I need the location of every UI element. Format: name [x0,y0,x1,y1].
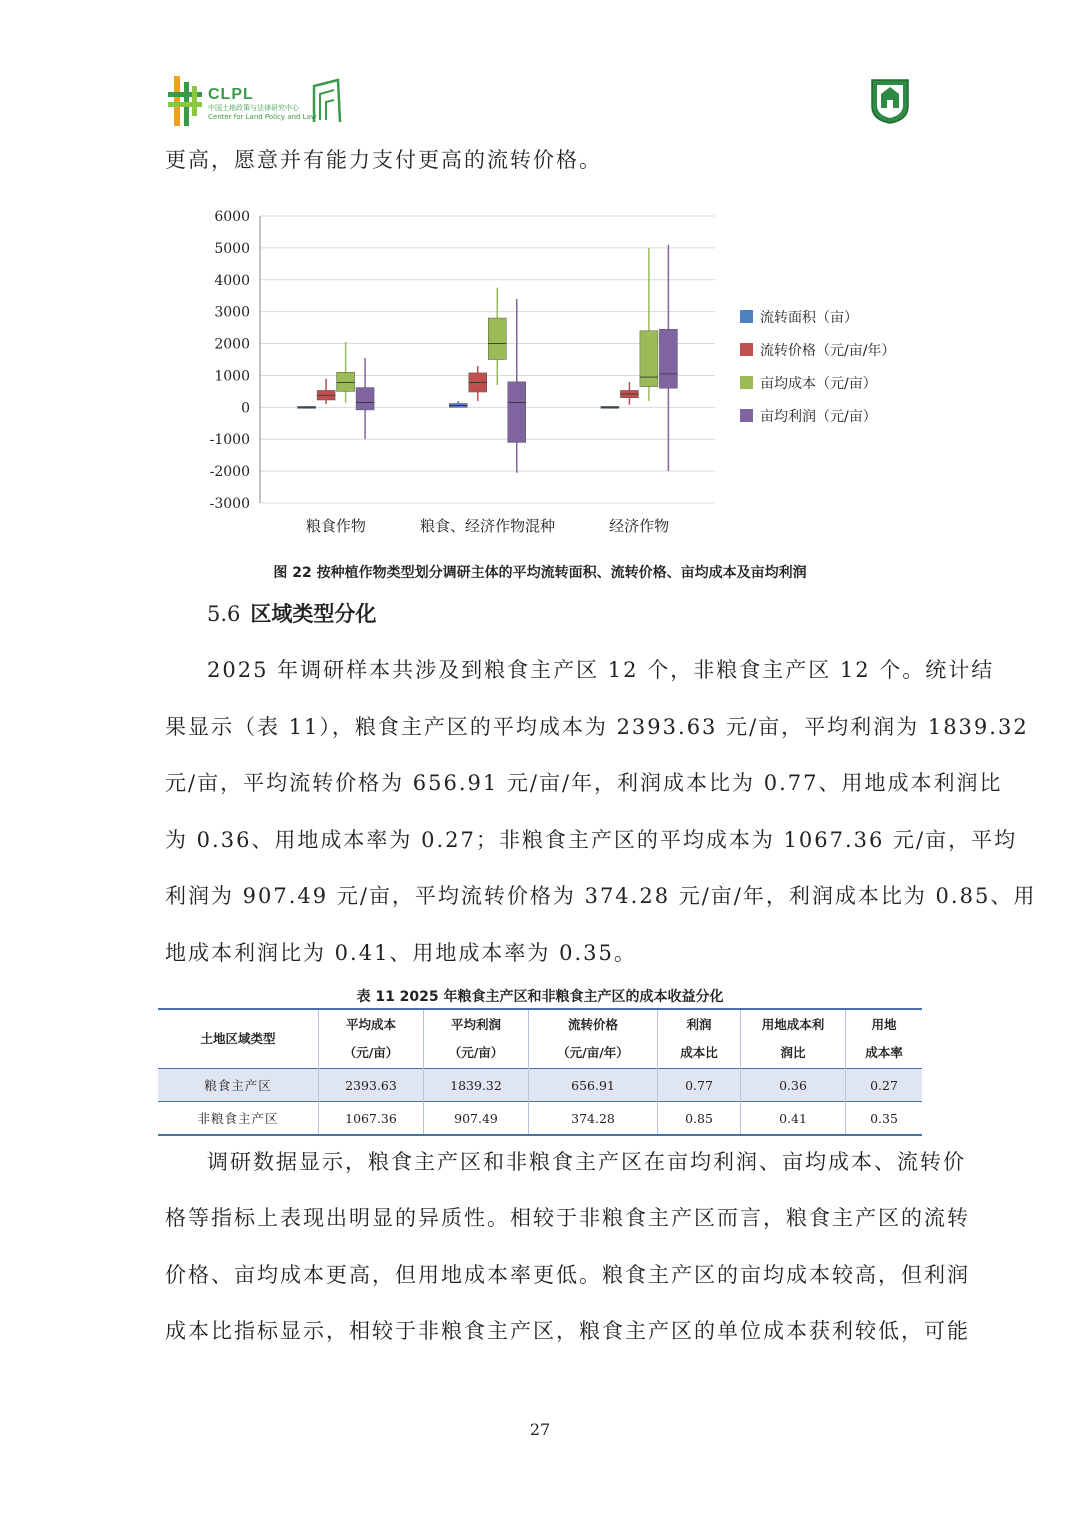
cost-benefit-table [158,1008,922,1136]
y-tick-label: -1000 [209,432,250,449]
box-plot-svg [200,200,920,550]
box-rect [337,372,355,391]
cell-region: 非粮食主产区 [197,1111,279,1126]
th-profit-cost-ratio: 利润 成本比 [658,1009,741,1069]
page-header [0,0,1080,135]
logo-cn: 中国土地政策与法律研究中心 [208,104,299,112]
table-header-row [158,1009,922,1069]
th-avg-cost: 平均成本 （元/亩） [319,1009,424,1069]
x-tick-label: 粮食、经济作物混种 [419,517,556,535]
box-rect [640,331,658,387]
box-rect [659,329,677,388]
section-number: 5.6 [207,602,241,626]
legend-label: 流转价格（元/亩/年） [760,343,896,359]
cell-avg-cost: 2393.63 [319,1069,424,1102]
cell-avg-profit: 907.49 [424,1102,529,1136]
clpl-logo [168,72,348,132]
x-tick-label: 经济作物 [609,517,670,535]
legend-label: 亩均利润（元/亩） [760,409,877,425]
paragraph-line: 2025 年调研样本共涉及到粮食主产区 12 个，非粮食主产区 12 个。统计结 [207,658,995,682]
paragraph-line: 调研数据显示，粮食主产区和非粮食主产区在亩均利润、亩均成本、流转价 [207,1150,966,1174]
legend-label: 亩均成本（元/亩） [760,376,877,392]
y-tick-label: 3000 [214,304,250,321]
paragraph-line: 格等指标上表现出明显的异质性。相较于非粮食主产区而言，粮食主产区的流转 [165,1206,970,1230]
y-tick-label: 6000 [214,209,250,225]
box-rect [508,382,526,443]
cell-profit-cost-ratio: 0.77 [658,1069,741,1102]
table-row [158,1069,922,1102]
th-land-cost-rate: 用地 成本率 [846,1009,923,1069]
th-region: 土地区域类型 [200,1031,276,1046]
paragraph-line: 利润为 907.49 元/亩，平均流转价格为 374.28 元/亩/年，利润成本比为 0.85、用 [165,884,1037,908]
cell-avg-profit: 1839.32 [424,1069,529,1102]
cell-region: 粮食主产区 [204,1078,272,1093]
cell-transfer-price: 374.28 [529,1102,658,1136]
th-land-cost-profit-ratio: 用地成本利 润比 [741,1009,846,1069]
y-tick-label: 1000 [214,368,250,385]
legend-swatch [740,310,753,323]
paragraph-line: 地成本利润比为 0.41、用地成本率为 0.35。 [165,941,637,965]
cell-land-cost-rate: 0.35 [846,1102,923,1136]
cell-transfer-price: 656.91 [529,1069,658,1102]
paragraph-line: 更高，愿意并有能力支付更高的流转价格。 [165,148,602,172]
paragraph-line: 成本比指标显示，相较于非粮食主产区，粮食主产区的单位成本获利较低，可能 [165,1319,970,1343]
logo-en: Center for Land Policy and Law [208,113,317,121]
y-tick-label: 5000 [214,240,250,257]
paragraph-line: 价格、亩均成本更高，但用地成本率更低。粮食主产区的亩均成本较高，但利润 [165,1263,970,1287]
box-rect [356,388,374,410]
y-tick-label: 4000 [214,272,250,289]
cell-avg-cost: 1067.36 [319,1102,424,1136]
logo-abbr: CLPL [208,86,254,103]
table-row [158,1102,922,1136]
y-tick-label: -2000 [209,464,250,481]
legend-swatch [740,376,753,389]
cell-land-cost-rate: 0.27 [846,1069,923,1102]
y-tick-label: 2000 [214,336,250,353]
cell-land-cost-profit-ratio: 0.41 [741,1102,846,1136]
table-caption: 表 11 2025 年粮食主产区和非粮食主产区的成本收益分化 [356,989,724,1005]
y-tick-label: -3000 [209,496,250,512]
th-transfer-price: 流转价格 （元/亩/年） [529,1009,658,1069]
cell-land-cost-profit-ratio: 0.36 [741,1069,846,1102]
cell-profit-cost-ratio: 0.85 [658,1102,741,1136]
figure-caption: 图 22 按种植作物类型划分调研主体的平均流转面积、流转价格、亩均成本及亩均利润 [273,565,807,581]
page-number: 27 [529,1420,551,1439]
box-plot-chart [200,200,920,550]
section-title-text: 区域类型分化 [250,602,377,626]
box-rect [488,318,506,359]
paragraph-line: 为 0.36、用地成本率为 0.27；非粮食主产区的平均成本为 1067.36 元/亩，平均 [165,828,1018,852]
legend-swatch [740,343,753,356]
y-tick-label: 0 [241,400,250,417]
section-title [207,598,376,628]
x-tick-label: 粮食作物 [305,517,366,535]
seal-icon [868,76,912,124]
university-seal [868,76,912,124]
legend-swatch [740,409,753,422]
paragraph-line: 元/亩，平均流转价格为 656.91 元/亩/年，利润成本比为 0.77、用地成本利润比 [165,771,1003,795]
paragraph-line: 果显示（表 11），粮食主产区的平均成本为 2393.63 元/亩，平均利润为 1839.32 [165,715,1029,739]
th-avg-profit: 平均利润 （元/亩） [424,1009,529,1069]
legend-label: 流转面积（亩） [760,310,858,326]
